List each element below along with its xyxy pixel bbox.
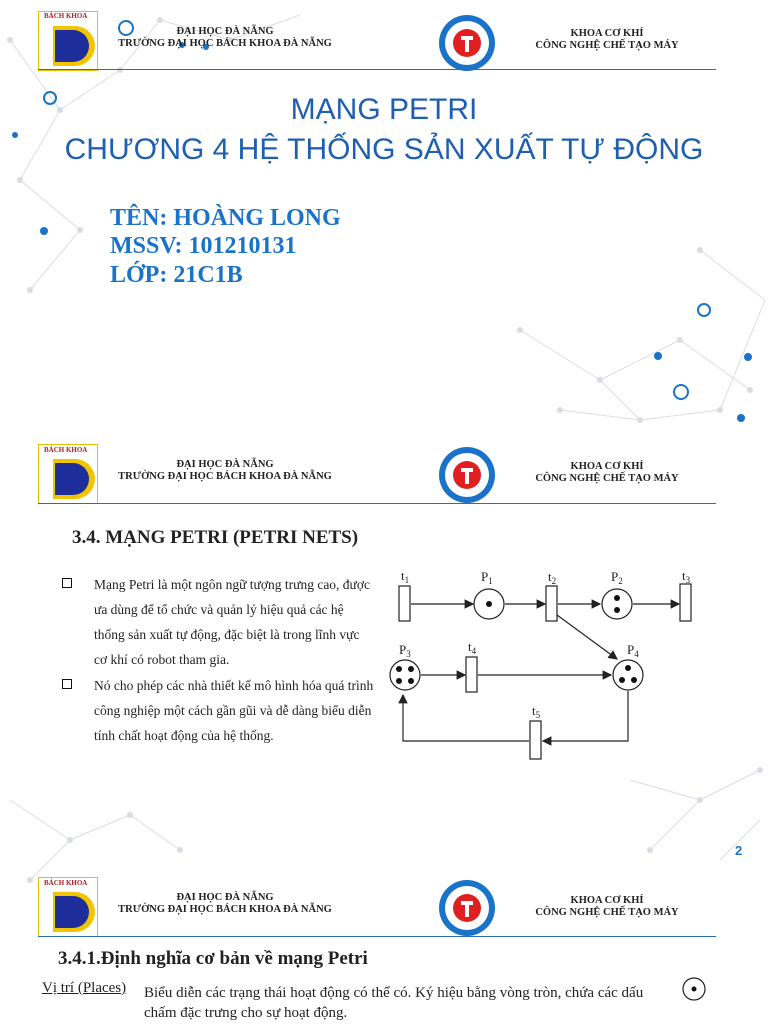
header-university-block — [95, 892, 355, 916]
label-t1: $t_1$ — [401, 568, 410, 585]
bullet-text: Nó cho phép các nhà thiết kế mô hình hóa quá trình công nghiệp một cách gần gũi và dễ dàng biểu diễn tính chất hoạt động của hệ thống. — [94, 678, 374, 743]
label-p2: $P_2$ — [611, 569, 623, 586]
token — [614, 595, 620, 601]
label-t4: $t_4$ — [468, 639, 477, 656]
logo-text: BÁCH KHOA — [44, 879, 88, 887]
student-class: LỚP: 21C1B — [110, 262, 243, 288]
header-university: ĐẠI HỌC ĐÀ NẴNG — [176, 459, 274, 470]
header-department: CÔNG NGHỆ CHẾ TẠO MÁY — [535, 40, 679, 51]
bullet-text: Mạng Petri là một ngôn ngữ tượng trưng cao, được ưa dùng để tổ chức và quản lý hiệu quả các hệ thống sản xuất tự động, đặc biệt là trong lĩnh vực cơ khí có robot tham gia. — [94, 577, 371, 667]
header-department: CÔNG NGHỆ CHẾ TẠO MÁY — [535, 473, 679, 484]
token — [614, 607, 620, 613]
header-university: ĐẠI HỌC ĐÀ NẴNG — [176, 26, 274, 37]
label-p3: $P_3$ — [399, 642, 411, 659]
token — [625, 665, 631, 671]
header-school: TRƯỜNG ĐẠI HỌC BÁCH KHOA ĐÀ NẴNG — [118, 471, 332, 482]
header-school: TRƯỜNG ĐẠI HỌC BÁCH KHOA ĐÀ NẴNG — [118, 38, 332, 49]
slide-title-line2: CHƯƠNG 4 HỆ THỐNG SẢN XUẤT TỰ ĐỘNG — [64, 133, 704, 166]
place-p2 — [602, 589, 632, 619]
bullet-item — [62, 673, 374, 748]
definition-text: Biểu diễn các trạng thái hoạt động có thể có. Ký hiệu bằng vòng tròn, chứa các dấu chấm đặc trưng cho sự hoạt động. — [144, 985, 644, 1021]
faculty-gear-logo — [436, 877, 498, 939]
faculty-gear-logo — [436, 444, 498, 506]
page-number: 2 — [735, 843, 743, 858]
place-p4 — [613, 660, 643, 690]
section-title: 3.4.1.Định nghĩa cơ bản về mạng Petri — [58, 948, 368, 969]
token — [631, 677, 637, 683]
header-faculty-block — [507, 461, 707, 485]
label-t5: $t_5$ — [532, 703, 541, 720]
definition-label: Vị trí (Places) — [42, 980, 127, 996]
label-p1: $P_1$ — [481, 569, 493, 586]
place-p3 — [390, 660, 420, 690]
transition-t3 — [680, 584, 691, 621]
transition-t2 — [546, 586, 557, 621]
header-faculty-block — [507, 895, 707, 919]
token — [396, 666, 402, 672]
bullet-item — [62, 572, 374, 672]
header-university-block — [95, 459, 355, 483]
label-t3: $t_3$ — [682, 568, 691, 585]
logo-text: BÁCH KHOA — [44, 446, 88, 454]
header-faculty-block — [507, 28, 707, 52]
header-faculty: KHOA CƠ KHÍ — [570, 28, 644, 39]
header-school: TRƯỜNG ĐẠI HỌC BÁCH KHOA ĐÀ NẴNG — [118, 904, 332, 915]
transition-t4 — [466, 657, 477, 692]
token — [619, 677, 625, 683]
header-faculty: KHOA CƠ KHÍ — [570, 895, 644, 906]
faculty-gear-logo — [436, 12, 498, 74]
header-university-block — [95, 26, 355, 50]
checkbox-bullet-icon — [62, 679, 72, 689]
header-faculty: KHOA CƠ KHÍ — [570, 461, 644, 472]
checkbox-bullet-icon — [62, 578, 72, 588]
token — [408, 678, 414, 684]
student-id: MSSV: 101210131 — [110, 233, 297, 259]
slide-title-line1: MẠNG PETRI — [290, 93, 478, 126]
header-department: CÔNG NGHỆ CHẾ TẠO MÁY — [535, 907, 679, 918]
section-title: 3.4. MẠNG PETRI (PETRI NETS) — [72, 527, 359, 548]
transition-t1 — [399, 586, 410, 621]
logo-text: BÁCH KHOA — [44, 12, 88, 20]
label-p4: $P_4$ — [627, 642, 639, 659]
header-divider — [38, 936, 716, 937]
petri-net-diagram — [385, 565, 710, 765]
label-t2: $t_2$ — [548, 569, 557, 586]
header-university: ĐẠI HỌC ĐÀ NẴNG — [176, 892, 274, 903]
student-name: TÊN: HOÀNG LONG — [110, 205, 341, 231]
token — [486, 601, 492, 607]
transition-t5 — [530, 721, 541, 759]
header-divider — [38, 69, 716, 70]
place-symbol-icon — [681, 976, 707, 1002]
token — [408, 666, 414, 672]
header-divider — [38, 503, 716, 504]
bach-khoa-logo — [38, 11, 98, 71]
token — [396, 678, 402, 684]
